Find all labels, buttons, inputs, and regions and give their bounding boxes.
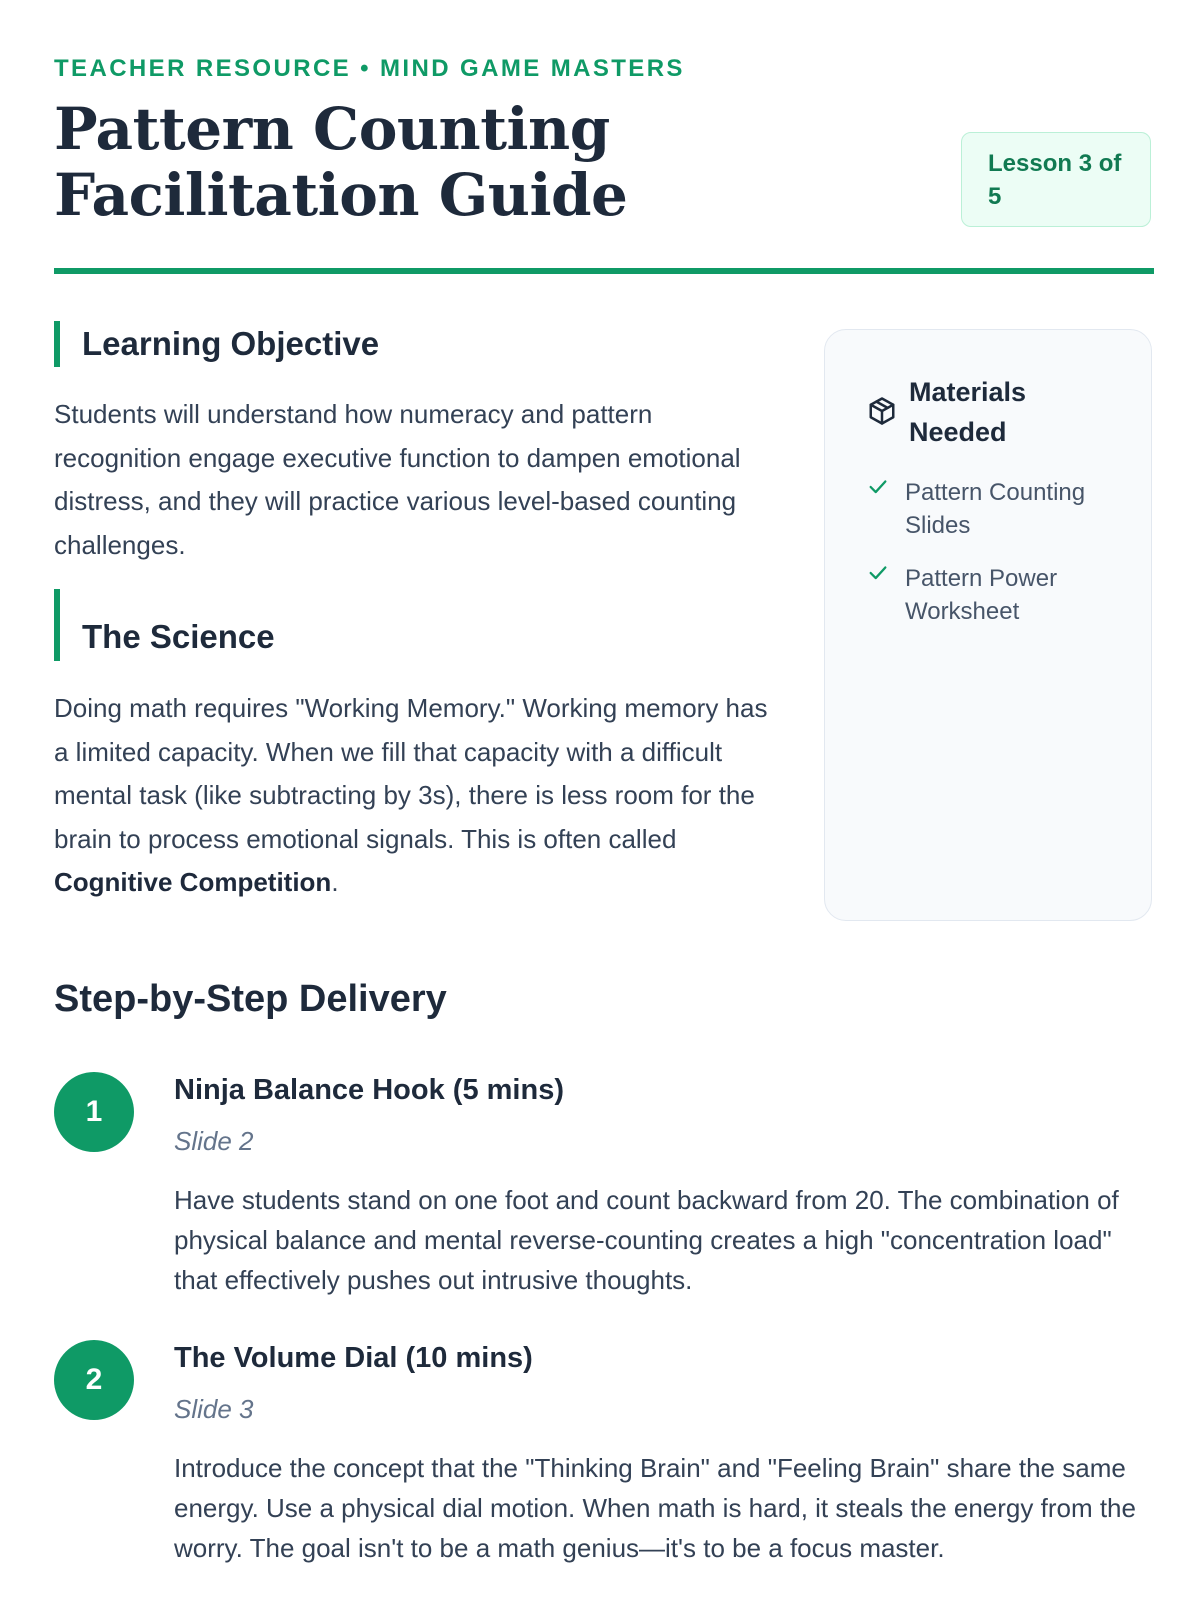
step-number-badge: 2 [54, 1340, 134, 1420]
title-divider [54, 268, 1154, 274]
materials-item [867, 476, 1115, 542]
eyebrow-label: TEACHER RESOURCE • MIND GAME MASTERS [54, 55, 685, 82]
check-icon [867, 562, 889, 584]
lesson-badge: Lesson 3 of 5 [961, 132, 1151, 227]
materials-item-label: Pattern Counting Slides [905, 479, 1086, 539]
materials-title: Materials Needed [909, 377, 1027, 447]
materials-item [867, 562, 1115, 628]
step-description: Introduce the concept that the "Thinking Brain" and "Feeling Brain" share the same energy. Use a physical dial motion. When math is hard, it steals the energy from the worry. The goal isn't to be a math genius—it's to be a focus master. [174, 1453, 1136, 1563]
science-heading: The Science [54, 589, 275, 661]
science-text-main: Doing math requires "Working Memory." Working memory has a limited capacity. When we fill that capacity with a difficult mental task (like subtracting by 3s), there is less room for the brain to process emotional signals. This is often called [54, 693, 768, 854]
step-title: Ninja Balance Hook (5 mins) [174, 1074, 564, 1106]
page-title: Pattern Counting Facilitation Guide [54, 95, 628, 229]
objective-heading: Learning Objective [54, 321, 379, 367]
step-title: The Volume Dial (10 mins) [174, 1342, 533, 1374]
box-icon [867, 396, 897, 426]
step-slide-ref: Slide 3 [174, 1394, 254, 1424]
materials-list [867, 476, 1115, 648]
materials-card [824, 329, 1152, 921]
step-description: Have students stand on one foot and count backward from 20. The combination of physical balance and mental reverse-counting creates a high "concentration load" that effectively pushes out intrusive thoughts. [174, 1185, 1119, 1295]
steps-heading: Step-by-Step Delivery [54, 978, 447, 1020]
check-icon [867, 476, 889, 498]
science-emphasis: Cognitive Competition [54, 867, 332, 897]
step-slide-ref: Slide 2 [174, 1126, 254, 1156]
step-number-badge: 1 [54, 1072, 134, 1152]
materials-item-label: Pattern Power Worksheet [905, 565, 1058, 625]
science-text-end: . [331, 867, 339, 897]
objective-text: Students will understand how numeracy and pattern recognition engage executive function to dampen emotional distress, and they will practice various level-based counting challenges. [54, 399, 741, 560]
science-text [54, 687, 774, 905]
